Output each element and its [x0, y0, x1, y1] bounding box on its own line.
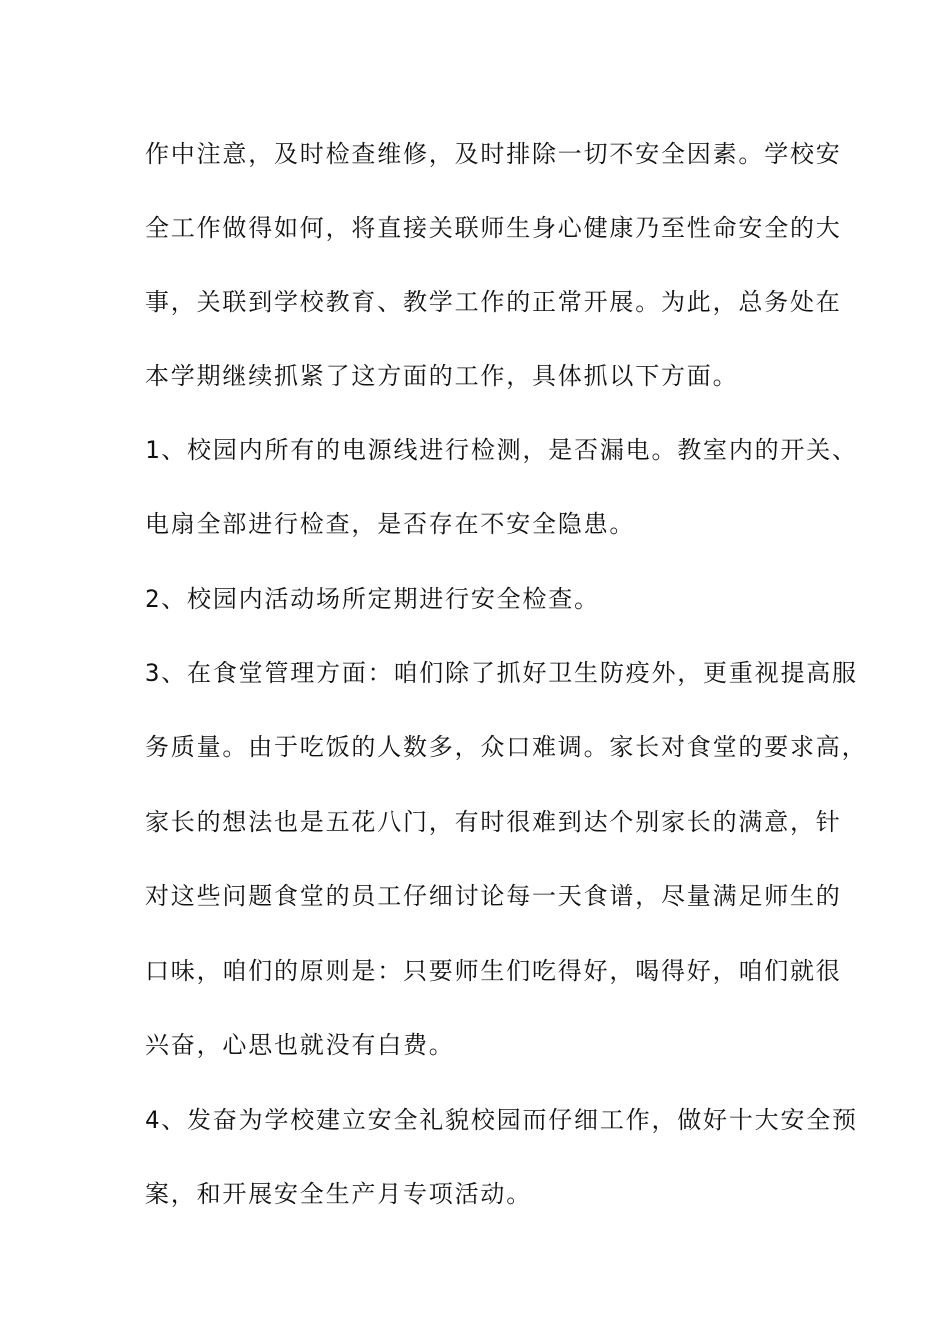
text-line: 本学期继续抓紧了这方面的工作，具体抓以下方面。: [145, 362, 739, 390]
text-line: 电扇全部进行检查，是否存在不安全隐患。: [145, 510, 636, 538]
list-item-2: 2、校园内活动场所定期进行安全检查。: [145, 585, 600, 613]
text-line: 对这些问题食堂的员工仔细讨论每一天食谱，尽量满足师生的: [145, 882, 842, 910]
text-line: 作中注意，及时检查维修，及时排除一切不安全因素。学校安: [145, 140, 842, 168]
list-item-1: 1、校园内所有的电源线进行检测，是否漏电。教室内的开关、: [145, 436, 858, 464]
text-line: 全工作做得如何，将直接关联师生身心健康乃至性命安全的大: [145, 214, 842, 242]
text-line: 务质量。由于吃饭的人数多，众口难调。家长对食堂的要求高，: [145, 733, 868, 761]
list-item-4: 4、发奋为学校建立安全礼貌校园而仔细工作，做好十大安全预: [145, 1106, 858, 1134]
list-item-3: 3、在食堂管理方面：咱们除了抓好卫生防疫外，更重视提高服: [145, 659, 858, 687]
text-line: 案，和开展安全生产月专项活动。: [145, 1180, 532, 1208]
text-line: 家长的想法也是五花八门，有时很难到达个别家长的满意，针: [145, 808, 842, 836]
text-line: 口味，咱们的原则是：只要师生们吃得好，喝得好，咱们就很: [145, 957, 842, 985]
text-line: 兴奋，心思也就没有白费。: [145, 1031, 455, 1059]
text-line: 事，关联到学校教育、教学工作的正常开展。为此，总务处在: [145, 288, 842, 316]
